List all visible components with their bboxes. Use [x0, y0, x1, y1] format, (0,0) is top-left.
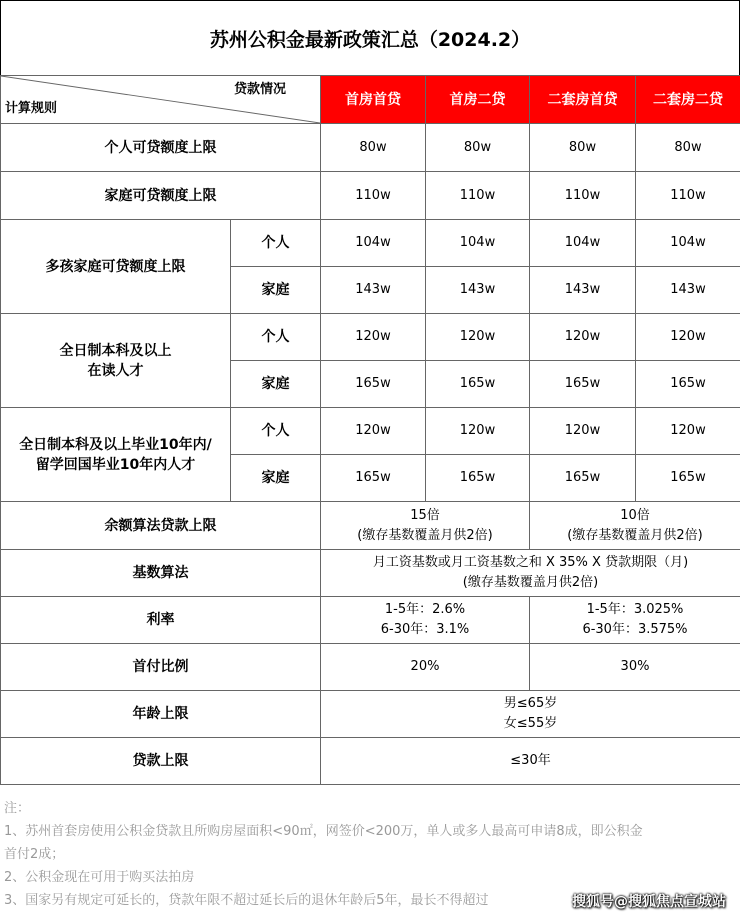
sub-label: 家庭 [231, 361, 321, 408]
row-label [1, 314, 231, 408]
cell-line: 1-5年：2.6% [384, 602, 466, 617]
cell-value: 165w [426, 455, 530, 502]
cell-value: 110w [321, 172, 426, 220]
corner-bottom-label: 计算规则 [5, 101, 58, 116]
cell-value: 104w [636, 220, 740, 267]
table-row [1, 172, 740, 220]
cell-value: 165w [426, 361, 530, 408]
cell-value: 120w [636, 408, 740, 455]
table-row [1, 314, 740, 361]
cell-line: 男≤65岁 [503, 696, 558, 711]
row-label: 个人可贷额度上限 [1, 124, 321, 172]
cell-value: 143w [426, 267, 530, 314]
cell-value: 110w [636, 172, 740, 220]
cell-value: ≤30年 [321, 738, 740, 785]
cell-value [530, 597, 740, 644]
sub-label: 个人 [231, 314, 321, 361]
row-label: 多孩家庭可贷额度上限 [1, 220, 231, 314]
watermark: 搜狐号@搜狐焦点宣城站 [572, 894, 726, 910]
col-header: 首房二贷 [426, 76, 530, 124]
cell-value: 104w [321, 220, 426, 267]
note-line: 3、国家另有规定可延长的，贷款年限不超过延长后的退休年龄后5年，最长不得超过 [4, 893, 489, 908]
table-row [1, 550, 740, 597]
cell-value: 165w [530, 455, 636, 502]
sub-label: 个人 [231, 408, 321, 455]
cell-line: 15倍 [410, 507, 440, 523]
cell-value: 120w [636, 314, 740, 361]
col-header: 首房首贷 [321, 76, 426, 124]
table-row [1, 220, 740, 267]
cell-value: 110w [530, 172, 636, 220]
cell-value: 80w [636, 124, 740, 172]
note-line: 2、公积金现在可用于购买法拍房 [4, 870, 195, 885]
cell-line: 6-30年：3.1% [380, 622, 470, 637]
note-line: 首付2成； [4, 847, 65, 862]
row-label: 家庭可贷额度上限 [1, 172, 321, 220]
cell-line: 6-30年：3.575% [582, 622, 688, 637]
cell-line: (缴存基数覆盖月供2倍) [462, 575, 599, 590]
note-line: 1、苏州首套房使用公积金贷款且所购房屋面积<90㎡，网签价<200万，单人或多人最高可申请8成，即公积金 [4, 824, 643, 839]
row-label-line: 全日制本科及以上 [59, 342, 172, 359]
sub-label: 家庭 [231, 455, 321, 502]
cell-value: 165w [321, 361, 426, 408]
cell-value [321, 502, 530, 550]
table-row [1, 738, 740, 785]
row-label: 年龄上限 [1, 691, 321, 738]
corner-top-label: 贷款情况 [233, 82, 286, 97]
cell-line: 1-5年：3.025% [586, 602, 684, 617]
policy-table [0, 75, 740, 785]
cell-line: 10倍 [620, 507, 650, 523]
cell-line: 女≤55岁 [503, 716, 558, 731]
row-label: 贷款上限 [1, 738, 321, 785]
cell-value: 165w [530, 361, 636, 408]
table-row [1, 124, 740, 172]
cell-value: 143w [530, 267, 636, 314]
sub-label: 家庭 [231, 267, 321, 314]
cell-value: 110w [426, 172, 530, 220]
row-label-line: 全日制本科及以上毕业10年内/ [19, 436, 212, 453]
row-label-line: 在读人才 [87, 362, 144, 379]
cell-value: 143w [321, 267, 426, 314]
row-label: 基数算法 [1, 550, 321, 597]
cell-value: 120w [426, 408, 530, 455]
row-label: 首付比例 [1, 644, 321, 691]
cell-value: 104w [530, 220, 636, 267]
cell-value: 120w [426, 314, 530, 361]
sub-label: 个人 [231, 220, 321, 267]
cell-value: 165w [321, 455, 426, 502]
cell-line: 月工资基数或月工资基数之和 X 35% X 贷款期限（月) [372, 555, 689, 570]
row-label [1, 408, 231, 502]
header-row [1, 76, 740, 124]
cell-line: (缴存基数覆盖月供2倍) [357, 527, 493, 543]
table-row [1, 502, 740, 550]
cell-value [321, 550, 740, 597]
table-row [1, 408, 740, 455]
col-header: 二套房二贷 [636, 76, 740, 124]
table-row [1, 691, 740, 738]
cell-value [530, 502, 740, 550]
table-row [1, 597, 740, 644]
cell-value: 120w [321, 314, 426, 361]
col-header: 二套房首贷 [530, 76, 636, 124]
cell-value [321, 597, 530, 644]
cell-value: 120w [530, 408, 636, 455]
cell-value: 30% [530, 644, 740, 691]
cell-line: (缴存基数覆盖月供2倍) [567, 527, 703, 543]
row-label-line: 留学回国毕业10年内人才 [35, 456, 196, 473]
cell-value: 165w [636, 361, 740, 408]
page-title: 苏州公积金最新政策汇总（2024.2） [0, 0, 740, 75]
note-line: 注： [4, 801, 31, 816]
cell-value: 120w [321, 408, 426, 455]
cell-value [321, 691, 740, 738]
cell-value: 80w [321, 124, 426, 172]
cell-value: 20% [321, 644, 530, 691]
cell-value: 80w [530, 124, 636, 172]
cell-value: 120w [530, 314, 636, 361]
corner-cell [1, 76, 321, 124]
table-row [1, 644, 740, 691]
row-label: 利率 [1, 597, 321, 644]
cell-value: 80w [426, 124, 530, 172]
cell-value: 165w [636, 455, 740, 502]
cell-value: 143w [636, 267, 740, 314]
cell-value: 104w [426, 220, 530, 267]
row-label: 余额算法贷款上限 [1, 502, 321, 550]
